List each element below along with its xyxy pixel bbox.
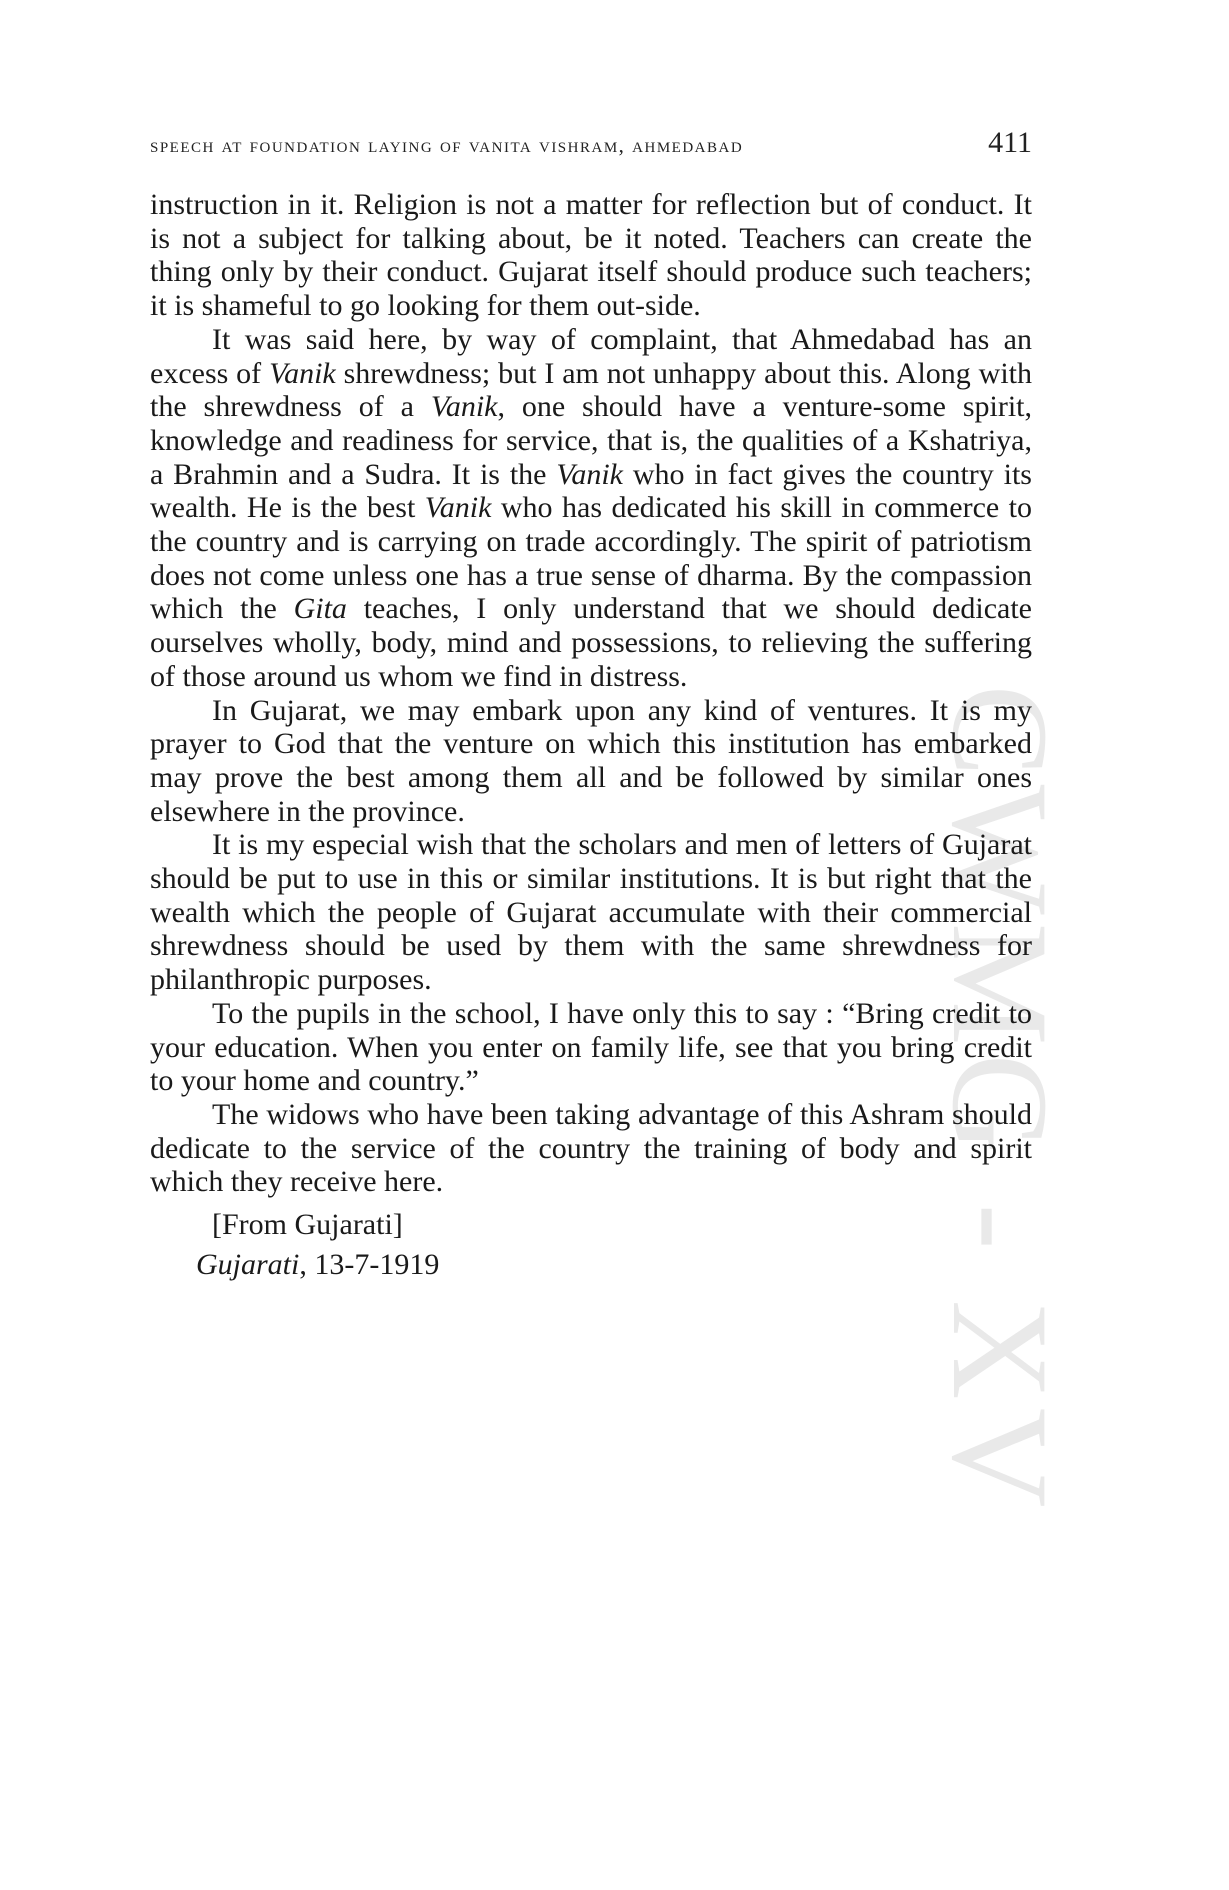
- italic-term: Vanik: [430, 390, 498, 424]
- italic-term: Vanik: [269, 356, 336, 390]
- body-text: [150, 188, 1032, 1199]
- paragraph: [150, 323, 1032, 694]
- paragraph: [150, 997, 1032, 1098]
- paragraph: [150, 188, 1032, 323]
- text-run: who in fact gives the country its wealth. He is the best: [150, 457, 1032, 525]
- text-run: It is my especial wish that the scholars and men of letters of Gujarat should be put to use in this or similar institutions. It is but right that the wealth which the people of Gujarat accumulate with their commercial shrewdness should be used by them with the same shrewdness for philanthropic purposes.: [150, 828, 1032, 997]
- text-run: shrewdness; but I am not unhappy about this. Along with the shrewdness of a: [150, 356, 1032, 424]
- text-run: , one should have a venture-some spirit, knowledge and readiness for service, that is, the qualities of a Kshatriya, a Brahmin and a Sudra. It is the: [150, 390, 1032, 491]
- page-number: 411: [988, 126, 1032, 159]
- italic-term: Gita: [293, 592, 347, 626]
- running-title: speech at foundation laying of vanita vishram, ahmedabad: [150, 133, 744, 157]
- running-head: [150, 126, 1032, 168]
- text-run: It was said here, by way of complaint, that Ahmedabad has an excess of: [150, 322, 1032, 390]
- paragraph: [150, 1098, 1032, 1199]
- citation: [196, 1245, 1032, 1285]
- text-run: In Gujarat, we may embark upon any kind of ventures. It is my prayer to God that the venture on which this institution has embarked may prove the best among them all and be followed by similar ones elsewhere in the province.: [150, 693, 1032, 828]
- citation-publication: Gujarati: [196, 1248, 300, 1282]
- text-run: teaches, I only understand that we should dedicate ourselves wholly, body, mind and possessions, to relieving the suffering of those around us whom we find in distress.: [150, 592, 1032, 693]
- text-run: who has dedicated his skill in commerce to the country and is carrying on trade accordingly. The spirit of patriotism does not come unless one has a true sense of dharma. By the compassion which the: [150, 491, 1033, 626]
- text-run: instruction in it. Religion is not a matter for reflection but of conduct. It is not a subject for talking about, be it noted. Teachers can create the thing only by their conduct. Gujarat itself should produce such teachers; it is shameful to go looking for them out-side.: [150, 188, 1032, 323]
- watermark: CWMG - XV: [924, 684, 1077, 1516]
- italic-term: Vanik: [556, 457, 623, 491]
- text-run: The widows who have been taking advantage of this Ashram should dedicate to the service of the country the training of body and spirit which they receive here.: [150, 1097, 1032, 1199]
- page: [150, 126, 1032, 1285]
- paragraph: [150, 694, 1032, 829]
- text-run: To the pupils in the school, I have only this to say : “Bring credit to your education. When you enter on family life, see that you bring credit to your home and country.”: [150, 996, 1032, 1098]
- citation-date: , 13-7-1919: [299, 1248, 440, 1282]
- italic-term: Vanik: [424, 491, 492, 525]
- source-note: [From Gujarati]: [212, 1208, 403, 1242]
- paragraph: [150, 828, 1032, 997]
